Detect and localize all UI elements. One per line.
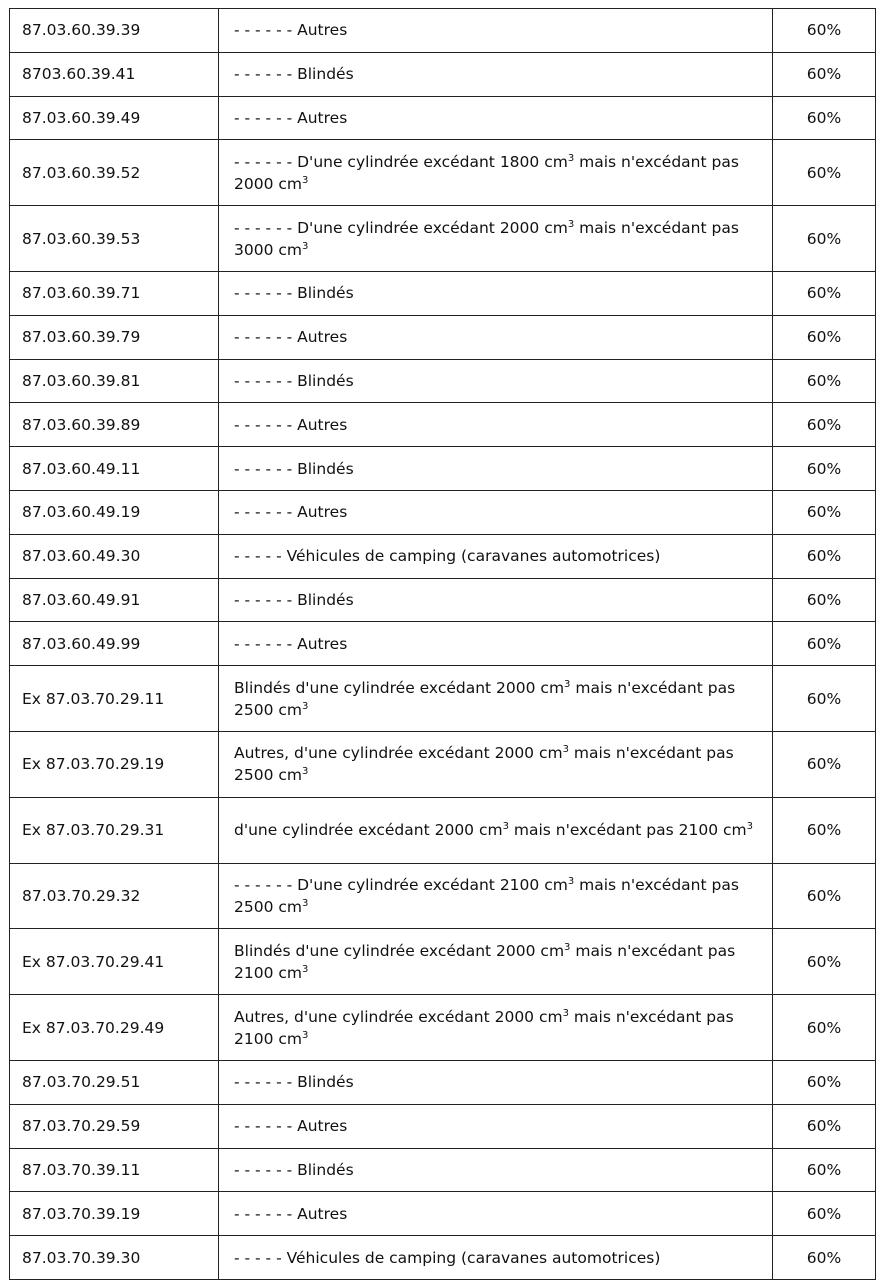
- description-text: - - - - - - Blindés: [234, 65, 354, 84]
- duty-rate-cell: 60%: [773, 403, 876, 447]
- description-cell: [219, 52, 773, 96]
- description-cell: [219, 403, 773, 447]
- duty-rate-cell: 60%: [773, 929, 876, 995]
- description-text: Blindés d'une cylindrée excédant 2000 cm: [234, 678, 565, 697]
- duty-rate-cell: 60%: [773, 447, 876, 491]
- description-text: - - - - - - Autres: [234, 1204, 348, 1223]
- description-cell: [219, 9, 773, 53]
- tariff-code-cell: Ex 87.03.70.29.41: [10, 929, 219, 995]
- superscript-exponent: 3: [567, 875, 575, 887]
- table-row: [10, 534, 876, 578]
- description-cell: [219, 622, 773, 666]
- description-cell: [219, 578, 773, 622]
- tariff-code-cell: Ex 87.03.70.29.49: [10, 995, 219, 1061]
- tariff-code-cell: 87.03.60.39.71: [10, 271, 219, 315]
- duty-rate-cell: 60%: [773, 359, 876, 403]
- duty-rate-cell: 60%: [773, 797, 876, 863]
- superscript-exponent: 3: [562, 744, 569, 756]
- superscript-exponent: 3: [746, 821, 753, 833]
- superscript-exponent: 3: [302, 897, 309, 909]
- table-row: [10, 622, 876, 666]
- description-text: - - - - - - Autres: [234, 1117, 348, 1136]
- tariff-code-cell: 87.03.70.29.32: [10, 863, 219, 929]
- description-text: - - - - - - Blindés: [234, 590, 354, 609]
- tariff-code-cell: 87.03.60.49.30: [10, 534, 219, 578]
- table-row: [10, 359, 876, 403]
- description-text: - - - - - - D'une cylindrée excédant 2100 cm: [234, 875, 568, 894]
- duty-rate-cell: 60%: [773, 1104, 876, 1148]
- description-text: - - - - - - Autres: [234, 108, 348, 127]
- description-cell: [219, 797, 773, 863]
- table-row: [10, 96, 876, 140]
- description-text: - - - - - - Autres: [234, 415, 348, 434]
- superscript-exponent: 3: [302, 700, 309, 712]
- description-text: - - - - - - Blindés: [234, 1160, 354, 1179]
- table-row: [10, 995, 876, 1061]
- superscript-exponent: 3: [302, 963, 309, 975]
- description-text: - - - - - - Autres: [234, 328, 348, 347]
- tariff-code-cell: 87.03.70.39.19: [10, 1192, 219, 1236]
- description-text: Autres, d'une cylindrée excédant 2000 cm: [234, 744, 563, 763]
- table-row: [10, 929, 876, 995]
- tariff-code-cell: 87.03.60.49.91: [10, 578, 219, 622]
- tariff-code-cell: 87.03.60.39.53: [10, 206, 219, 272]
- description-text: - - - - - - Autres: [234, 634, 348, 653]
- superscript-exponent: 3: [567, 152, 575, 164]
- description-text: Blindés d'une cylindrée excédant 2000 cm: [234, 941, 565, 960]
- superscript-exponent: 3: [302, 240, 309, 252]
- description-text: mais n'excédant pas 2100 cm: [234, 1007, 734, 1048]
- duty-rate-cell: 60%: [773, 52, 876, 96]
- tariff-code-cell: 87.03.70.39.11: [10, 1148, 219, 1192]
- tariff-code-cell: 87.03.60.49.11: [10, 447, 219, 491]
- description-cell: [219, 359, 773, 403]
- superscript-exponent: 3: [302, 174, 309, 186]
- duty-rate-cell: 60%: [773, 96, 876, 140]
- superscript-exponent: 3: [502, 821, 509, 833]
- description-text: - - - - - Véhicules de camping (caravanes automotrices): [234, 1248, 661, 1267]
- description-text: - - - - - Véhicules de camping (caravanes automotrices): [234, 547, 661, 566]
- description-cell: [219, 490, 773, 534]
- description-cell: [219, 140, 773, 206]
- description-cell: [219, 534, 773, 578]
- tariff-code-cell: 87.03.60.39.39: [10, 9, 219, 53]
- duty-rate-cell: 60%: [773, 271, 876, 315]
- description-text: - - - - - - Blindés: [234, 1073, 354, 1092]
- table-row: [10, 271, 876, 315]
- tariff-code-cell: 87.03.60.39.52: [10, 140, 219, 206]
- table-row: [10, 9, 876, 53]
- superscript-exponent: 3: [562, 1007, 569, 1019]
- tariff-table-body: [10, 9, 876, 1280]
- description-cell: [219, 1060, 773, 1104]
- duty-rate-cell: 60%: [773, 206, 876, 272]
- table-row: [10, 797, 876, 863]
- duty-rate-cell: 60%: [773, 534, 876, 578]
- table-row: [10, 490, 876, 534]
- tariff-code-cell: 87.03.70.29.59: [10, 1104, 219, 1148]
- duty-rate-cell: 60%: [773, 578, 876, 622]
- description-text: - - - - - - Autres: [234, 503, 348, 522]
- tariff-code-cell: Ex 87.03.70.29.11: [10, 666, 219, 732]
- description-text: - - - - - - D'une cylindrée excédant 1800 cm: [234, 152, 568, 171]
- description-cell: [219, 666, 773, 732]
- description-cell: [219, 206, 773, 272]
- tariff-code-cell: 8703.60.39.41: [10, 52, 219, 96]
- description-text: - - - - - - Blindés: [234, 284, 354, 303]
- description-text: - - - - - - Blindés: [234, 371, 354, 390]
- tariff-code-cell: 87.03.60.39.79: [10, 315, 219, 359]
- tariff-code-cell: 87.03.70.39.30: [10, 1236, 219, 1280]
- description-cell: [219, 1192, 773, 1236]
- table-row: [10, 140, 876, 206]
- table-row: [10, 447, 876, 491]
- tariff-code-cell: Ex 87.03.70.29.19: [10, 731, 219, 797]
- description-cell: [219, 271, 773, 315]
- description-cell: [219, 929, 773, 995]
- tariff-code-cell: 87.03.60.39.81: [10, 359, 219, 403]
- superscript-exponent: 3: [564, 941, 571, 953]
- duty-rate-cell: 60%: [773, 863, 876, 929]
- superscript-exponent: 3: [567, 218, 575, 230]
- description-text: - - - - - - Blindés: [234, 459, 354, 478]
- duty-rate-cell: 60%: [773, 9, 876, 53]
- table-row: [10, 1104, 876, 1148]
- tariff-code-cell: 87.03.60.39.89: [10, 403, 219, 447]
- description-cell: [219, 1104, 773, 1148]
- tariff-code-cell: 87.03.60.39.49: [10, 96, 219, 140]
- tariff-code-cell: 87.03.60.49.19: [10, 490, 219, 534]
- duty-rate-cell: 60%: [773, 315, 876, 359]
- description-text: mais n'excédant pas 2100 cm: [234, 941, 736, 982]
- superscript-exponent: 3: [302, 1029, 309, 1041]
- description-cell: [219, 447, 773, 491]
- tariff-code-cell: 87.03.70.29.51: [10, 1060, 219, 1104]
- description-cell: [219, 995, 773, 1061]
- description-cell: [219, 1148, 773, 1192]
- description-text: Autres, d'une cylindrée excédant 2000 cm: [234, 1007, 563, 1026]
- description-text: mais n'excédant pas 2500 cm: [234, 875, 739, 916]
- description-text: mais n'excédant pas 2100 cm: [508, 821, 747, 840]
- description-cell: [219, 96, 773, 140]
- table-row: [10, 52, 876, 96]
- description-text: - - - - - - D'une cylindrée excédant 2000 cm: [234, 218, 568, 237]
- table-row: [10, 731, 876, 797]
- table-row: [10, 863, 876, 929]
- table-row: [10, 1236, 876, 1280]
- duty-rate-cell: 60%: [773, 995, 876, 1061]
- description-text: mais n'excédant pas 2500 cm: [234, 744, 734, 785]
- duty-rate-cell: 60%: [773, 490, 876, 534]
- description-text: d'une cylindrée excédant 2000 cm: [234, 821, 503, 840]
- table-row: [10, 1148, 876, 1192]
- superscript-exponent: 3: [302, 766, 309, 778]
- tariff-table: [9, 8, 876, 1280]
- duty-rate-cell: 60%: [773, 1148, 876, 1192]
- description-text: mais n'excédant pas 2500 cm: [234, 678, 736, 719]
- description-cell: [219, 731, 773, 797]
- duty-rate-cell: 60%: [773, 1236, 876, 1280]
- superscript-exponent: 3: [564, 678, 571, 690]
- table-row: [10, 315, 876, 359]
- duty-rate-cell: 60%: [773, 731, 876, 797]
- table-row: [10, 1192, 876, 1236]
- duty-rate-cell: 60%: [773, 622, 876, 666]
- duty-rate-cell: 60%: [773, 140, 876, 206]
- table-row: [10, 1060, 876, 1104]
- table-row: [10, 666, 876, 732]
- duty-rate-cell: 60%: [773, 666, 876, 732]
- description-cell: [219, 1236, 773, 1280]
- description-text: mais n'excédant pas 3000 cm: [234, 218, 739, 259]
- description-cell: [219, 863, 773, 929]
- description-text: - - - - - - Autres: [234, 21, 348, 40]
- table-row: [10, 206, 876, 272]
- duty-rate-cell: 60%: [773, 1192, 876, 1236]
- description-cell: [219, 315, 773, 359]
- table-row: [10, 578, 876, 622]
- table-row: [10, 403, 876, 447]
- duty-rate-cell: 60%: [773, 1060, 876, 1104]
- tariff-code-cell: 87.03.60.49.99: [10, 622, 219, 666]
- tariff-code-cell: Ex 87.03.70.29.31: [10, 797, 219, 863]
- description-text: mais n'excédant pas 2000 cm: [234, 152, 739, 193]
